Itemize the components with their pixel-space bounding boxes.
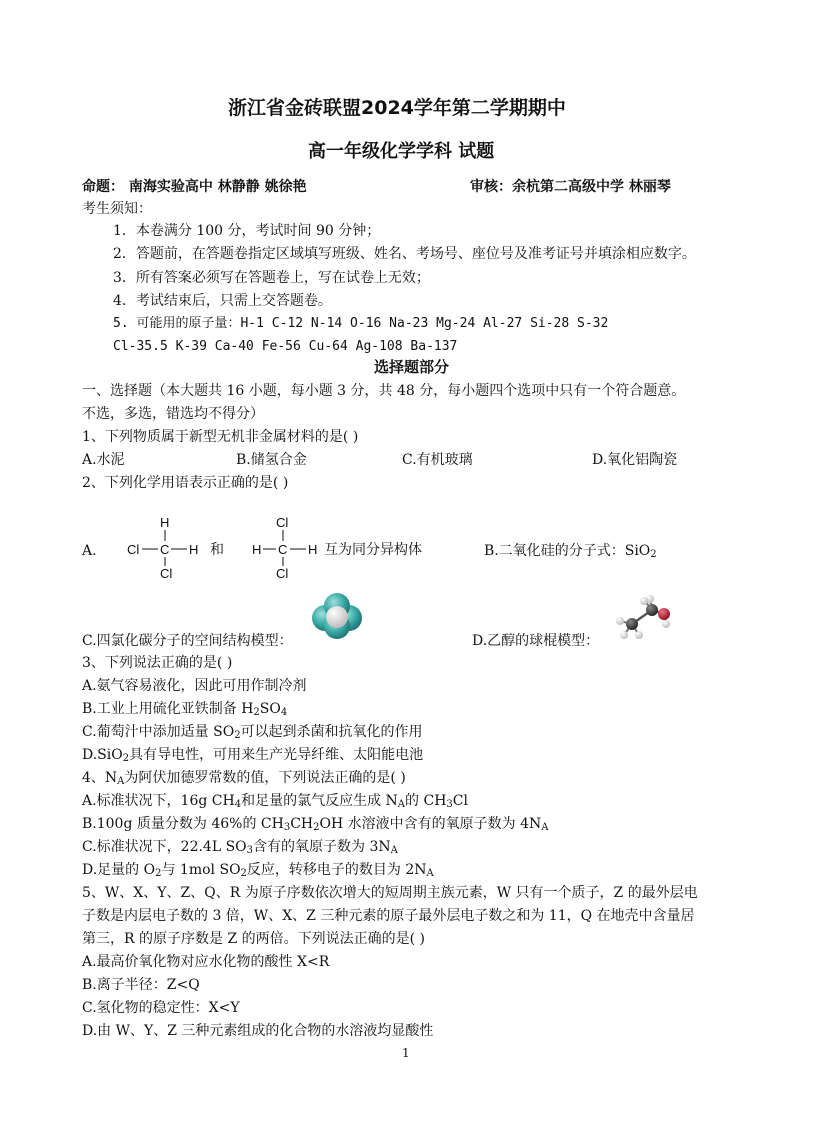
text: A.标准状况下，16g CH (82, 793, 235, 809)
q4-option-c (82, 838, 398, 856)
section-title: 选择题部分 (374, 358, 450, 376)
mol2-left-atom: H (252, 542, 262, 557)
q4-option-b (82, 815, 548, 833)
subscript: 2 (240, 868, 247, 879)
q1-option-b: B.储氢合金 (236, 452, 307, 468)
text: 可以起到杀菌和抗氧化的作用 (240, 724, 423, 740)
structural-formulas (120, 510, 450, 585)
q2-option-b-text: B.二氧化硅的分子式：SiO (484, 543, 651, 559)
atomic-mass-line: 5. 可能用的原子量：H-1 C-12 N-14 O-16 Na-23 Mg-24 Al-27 Si-28 S-32 (113, 316, 609, 331)
text: B.工业上用硫化亚铁制备 H (82, 701, 254, 717)
mol1-bottom-atom: Cl (160, 566, 173, 581)
exam-title: 浙江省金砖联盟2024学年第二学期期中 (228, 97, 566, 119)
text: 与 1mol SO (161, 862, 241, 878)
mol1-center-atom: C (160, 542, 170, 557)
q1-option-d: D.氧化铝陶瓷 (592, 452, 678, 468)
exam-subtitle: 高一年级化学学科 试题 (308, 141, 495, 162)
text: 反应，转移电子的数目为 2N (246, 862, 427, 878)
notice-item: 4．考试结束后，只需上交答题卷。 (113, 293, 332, 309)
notice-item: 3．所有答案必须写在答题卷上，写在试卷上无效； (113, 270, 430, 286)
mol1-left-atom: Cl (127, 542, 140, 557)
text: 4、N (82, 770, 118, 786)
q2-option-a-label: A. (82, 543, 97, 559)
mol2-top-atom: Cl (276, 515, 289, 530)
text: C.标准状况下，22.4L SO (82, 839, 247, 855)
q5-option-c: C.氢化物的稳定性：X<Y (82, 1000, 240, 1016)
subscript: 2 (253, 707, 260, 718)
question-5-stem-line: 5、W、X、Y、Z、Q、R 为原子序数依次增大的短周期主族元素，W 只有一个质子，Z 的最外层电 (82, 885, 698, 901)
text: 的 CH (405, 793, 447, 809)
question-5-stem-line: 第三，R 的原子序数是 Z 的两倍。下列说法正确的是( ) (82, 931, 425, 947)
structural-formula-1 (127, 515, 198, 581)
subscript: 2 (155, 868, 162, 879)
text: 和足量的氯气反应生成 N (241, 793, 398, 809)
text: C.葡萄汁中添加适量 SO (82, 724, 235, 740)
subscript: A (397, 799, 406, 810)
subscript: A (117, 776, 125, 787)
q3-option-c (82, 723, 423, 741)
q2-option-d: D.乙醇的球棍模型： (472, 633, 600, 649)
text: B.100g 质量分数为 46%的 CH (82, 816, 284, 832)
structural-formula-2 (252, 515, 317, 581)
subscript: A (390, 845, 398, 856)
mol2-right-atom: H (308, 542, 318, 557)
notice-heading: 考生须知： (82, 201, 152, 217)
subscript: A (426, 868, 434, 879)
q2-isomer-text: 互为同分异构体 (324, 542, 422, 558)
q5-option-d: D.由 W、Y、Z 三种元素组成的化合物的水溶液均显酸性 (82, 1023, 434, 1039)
notice-item: 1．本卷满分 100 分，考试时间 90 分钟； (113, 223, 381, 239)
subscript: 4 (280, 707, 288, 718)
q2-option-b (484, 542, 657, 560)
subscript: 2 (313, 822, 320, 833)
text: OH 水溶液中含有的氧原子数为 4N (319, 816, 542, 832)
subscript: A (541, 822, 549, 833)
ethanol-ball-stick-model (612, 595, 672, 640)
ccl4-space-filling-model (310, 592, 364, 642)
question-3-stem: 3、下列说法正确的是( ) (82, 655, 233, 671)
mol2-center-atom: C (278, 542, 288, 557)
subscript: 2 (122, 753, 130, 764)
text: CH (290, 816, 314, 832)
subscript: 3 (283, 822, 291, 833)
reviewers-line: 审核：余杭第二高级中学 林丽琴 (470, 179, 671, 195)
text: Cl (452, 793, 468, 809)
question-5-stem-line: 子数是内层电子数的 3 倍，W、X、Z 三种元素的原子最外层电子数之和为 11，Q 在地壳中含量居 (82, 908, 695, 924)
text: SO (259, 701, 281, 717)
section-intro: 一、选择题（本大题共 16 小题，每小题 3 分，共 48 分，每小题四个选项中只有一个符合题意。 (82, 383, 686, 399)
question-2-stem: 2、下列化学用语表示正确的是( ) (82, 475, 289, 491)
notice-item: 2．答题前，在答题卷指定区域填写班级、姓名、考场号、座位号及准考证号并填涂相应数字。 (113, 246, 696, 262)
section-intro: 不选，多选，错选均不得分） (82, 406, 264, 422)
q5-option-a: A.最高价氧化物对应水化物的酸性 X<R (82, 954, 330, 970)
text: D.SiO (82, 747, 123, 763)
q2-and-word: 和 (210, 542, 224, 558)
subscript: 2 (234, 730, 241, 741)
q1-option-a: A.水泥 (82, 452, 125, 468)
subscript: 3 (246, 845, 254, 856)
q1-option-c: C.有机玻璃 (402, 452, 473, 468)
mol1-top-atom: H (160, 515, 170, 530)
q4-option-a (82, 792, 468, 810)
page-number: 1 (402, 1046, 410, 1060)
q3-option-d (82, 746, 423, 764)
q4-option-d (82, 861, 434, 879)
text: D.足量的 O (82, 862, 156, 878)
text: 为阿伏加德罗常数的值，下列说法正确的是( ) (124, 770, 406, 786)
mol1-right-atom: H (189, 542, 199, 557)
subscript: 4 (234, 799, 242, 810)
text: 含有的氧原子数为 3N (253, 839, 391, 855)
q2-option-c: C.四氯化碳分子的空间结构模型： (82, 633, 293, 649)
subscript: 2 (650, 549, 657, 560)
text: 具有导电性，可用来生产光导纤维、太阳能电池 (129, 747, 424, 763)
question-4-stem (82, 769, 406, 787)
question-1-stem: 1、下列物质属于新型无机非金属材料的是( ) (82, 429, 359, 445)
q3-option-b (82, 700, 287, 718)
q3-option-a: A.氨气容易液化，因此可用作制冷剂 (82, 678, 307, 694)
subscript: 3 (446, 799, 453, 810)
atomic-mass-line: Cl-35.5 K-39 Ca-40 Fe-56 Cu-64 Ag-108 Ba-137 (113, 339, 458, 354)
mol2-bottom-atom: Cl (276, 566, 289, 581)
authors-line: 命题： 南海实验高中 林静静 姚徐艳 (82, 179, 307, 195)
q5-option-b: B.离子半径：Z<Q (82, 977, 200, 993)
